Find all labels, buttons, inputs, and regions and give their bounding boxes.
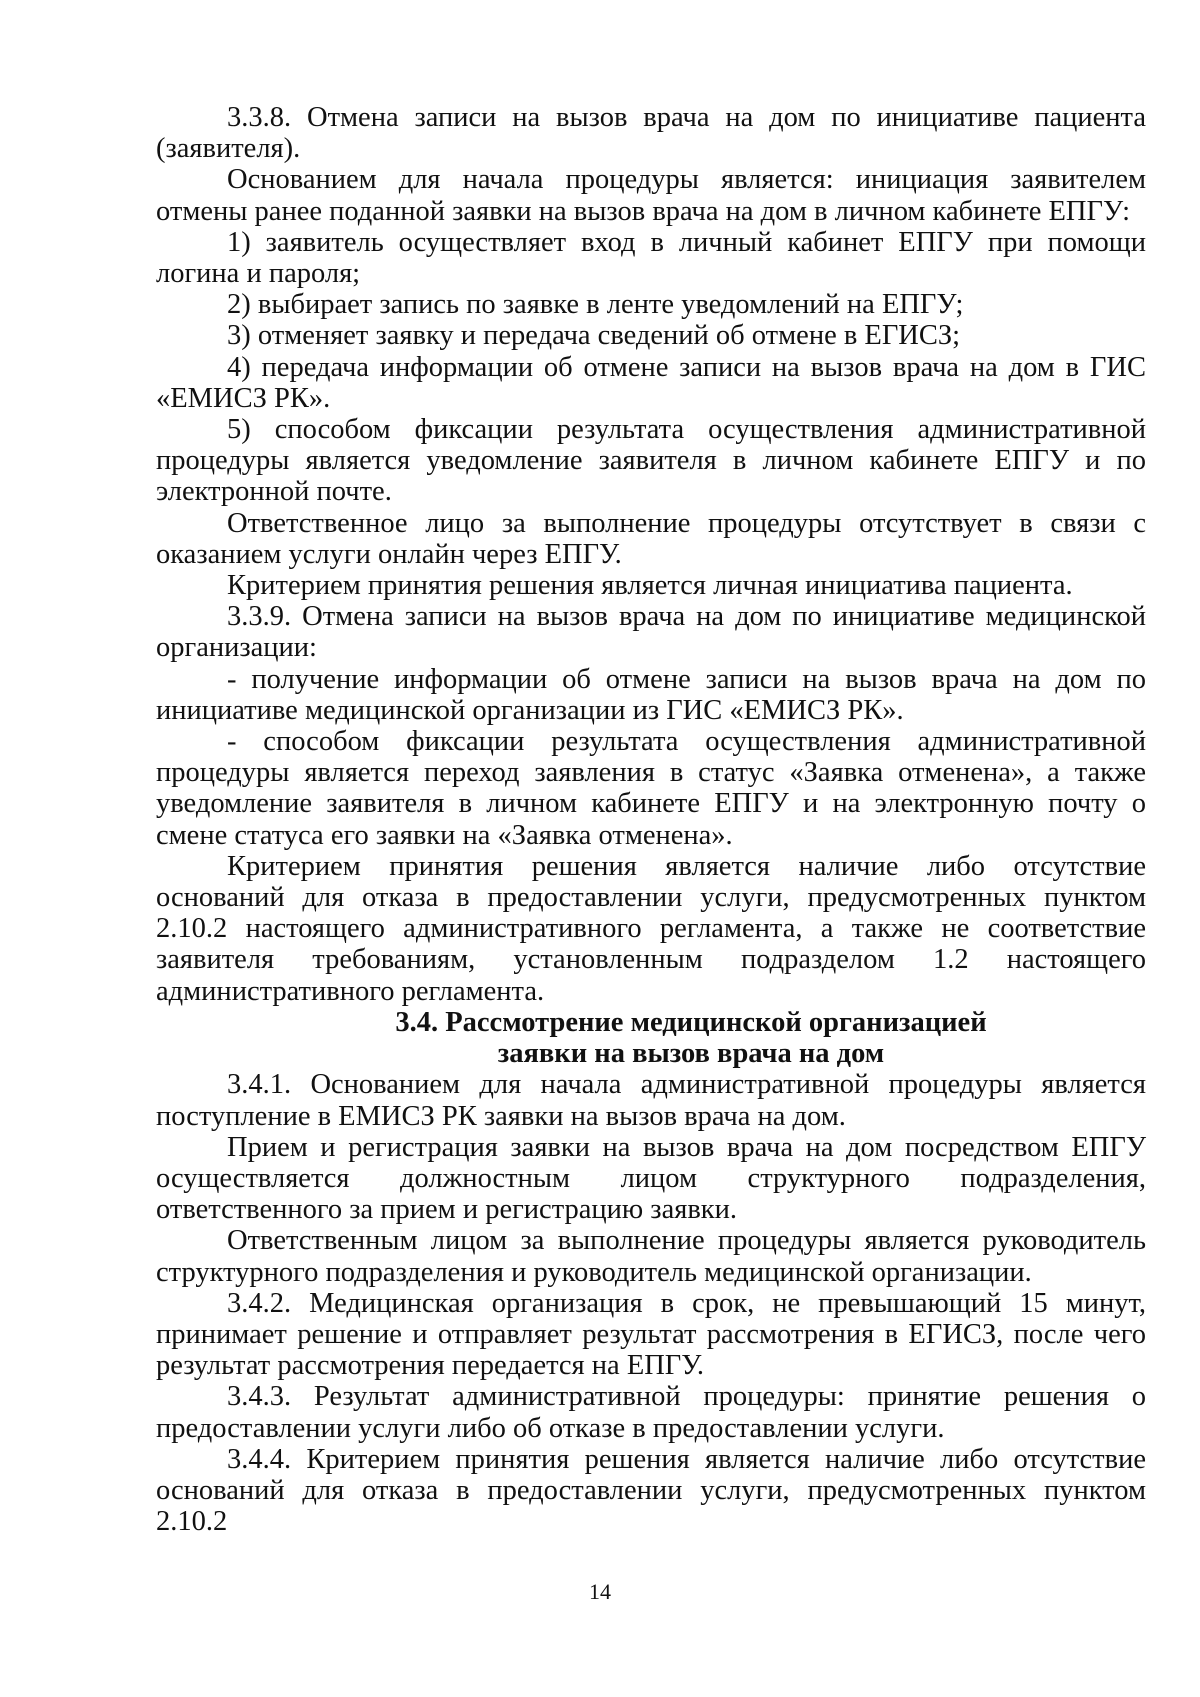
list-item-2: 2) выбирает запись по заявке в ленте уведомлений на ЕПГУ; — [227, 289, 964, 321]
paragraph-3-3-8-title: 3.3.8. Отмена записи на вызов врача на дом по инициативе пациента (заявителя). — [156, 102, 1146, 165]
paragraph-3-3-9-title: 3.3.9. Отмена записи на вызов врача на дом по инициативе медицинской организации: — [156, 601, 1146, 664]
list-item-5: 5) способом фиксации результата осуществления административной процедуры является уведомление заявителя в личном кабинете ЕПГУ и по электронной почте. — [156, 414, 1146, 508]
dash-item-1: - получение информации об отмене записи на вызов врача на дом по инициативе медицинской организации из ГИС «ЕМИСЗ РК». — [156, 663, 1146, 726]
paragraph-basis: Основанием для начала процедуры является: инициация заявителем отмены ранее поданной заявки на вызов врача на дом в личном кабинете ЕПГУ: — [156, 164, 1146, 227]
paragraph-responsible-2: Ответственным лицом за выполнение процедуры является руководитель структурного подразделения и руководитель медицинской организации. — [156, 1225, 1146, 1288]
list-item-1: 1) заявитель осуществляет вход в личный кабинет ЕПГУ при помощи логина и пароля; — [156, 226, 1146, 290]
page-number: 14 — [589, 1579, 611, 1604]
list-item-4: 4) передача информации об отмене записи на вызов врача на дом в ГИС «ЕМИСЗ РК». — [156, 351, 1146, 414]
paragraph-3-4-3: 3.4.3. Результат административной процедуры: принятие решения о предоставлении услуги либо об отказе в предоставлении услуги. — [156, 1381, 1146, 1444]
list-item-3: 3) отменяет заявку и передача сведений об отмене в ЕГИСЗ; — [227, 320, 961, 352]
section-heading-3-4 — [156, 1007, 1146, 1069]
document-page — [156, 102, 1146, 1537]
paragraph-criterion-2: Критерием принятия решения является наличие либо отсутствие оснований для отказа в предоставлении услуги, предусмотренных пунктом 2.10.2 настоящего административного регламента, а также не соответствие заявителя требованиям, установленным подразделом 1.2 настоящего административного регламента. — [156, 850, 1146, 1007]
dash-item-2: - способом фиксации результата осуществления административной процедуры является переход заявления в статус «Заявка отменена», а также уведомление заявителя в личном кабинете ЕПГУ и на электронную почту о смене статуса его заявки на «Заявка отменена». — [156, 726, 1146, 851]
paragraph-3-4-1: 3.4.1. Основанием для начала административной процедуры является поступление в ЕМИСЗ РК заявки на вызов врача на дом. — [156, 1069, 1146, 1132]
paragraph-3-4-2: 3.4.2. Медицинская организация в срок, не превышающий 15 минут, принимает решение и отправляет результат рассмотрения в ЕГИСЗ, после чего результат рассмотрения передается на ЕПГУ. — [156, 1287, 1146, 1382]
heading-line-2: заявки на вызов врача на дом — [497, 1038, 885, 1070]
heading-line-1: 3.4. Рассмотрение медицинской организацией — [395, 1006, 987, 1038]
paragraph-criterion: Критерием принятия решения является личная инициатива пациента. — [227, 570, 1073, 602]
paragraph-responsible: Ответственное лицо за выполнение процедуры отсутствует в связи с оказанием услуги онлайн через ЕПГУ. — [156, 507, 1146, 570]
paragraph-3-4-4: 3.4.4. Критерием принятия решения является наличие либо отсутствие оснований для отказа в предоставлении услуги, предусмотренных пунктом 2.10.2 — [156, 1443, 1146, 1538]
paragraph-reception: Прием и регистрация заявки на вызов врача на дом посредством ЕПГУ осуществляется должностным лицом структурного подразделения, ответственного за прием и регистрацию заявки. — [156, 1131, 1146, 1226]
